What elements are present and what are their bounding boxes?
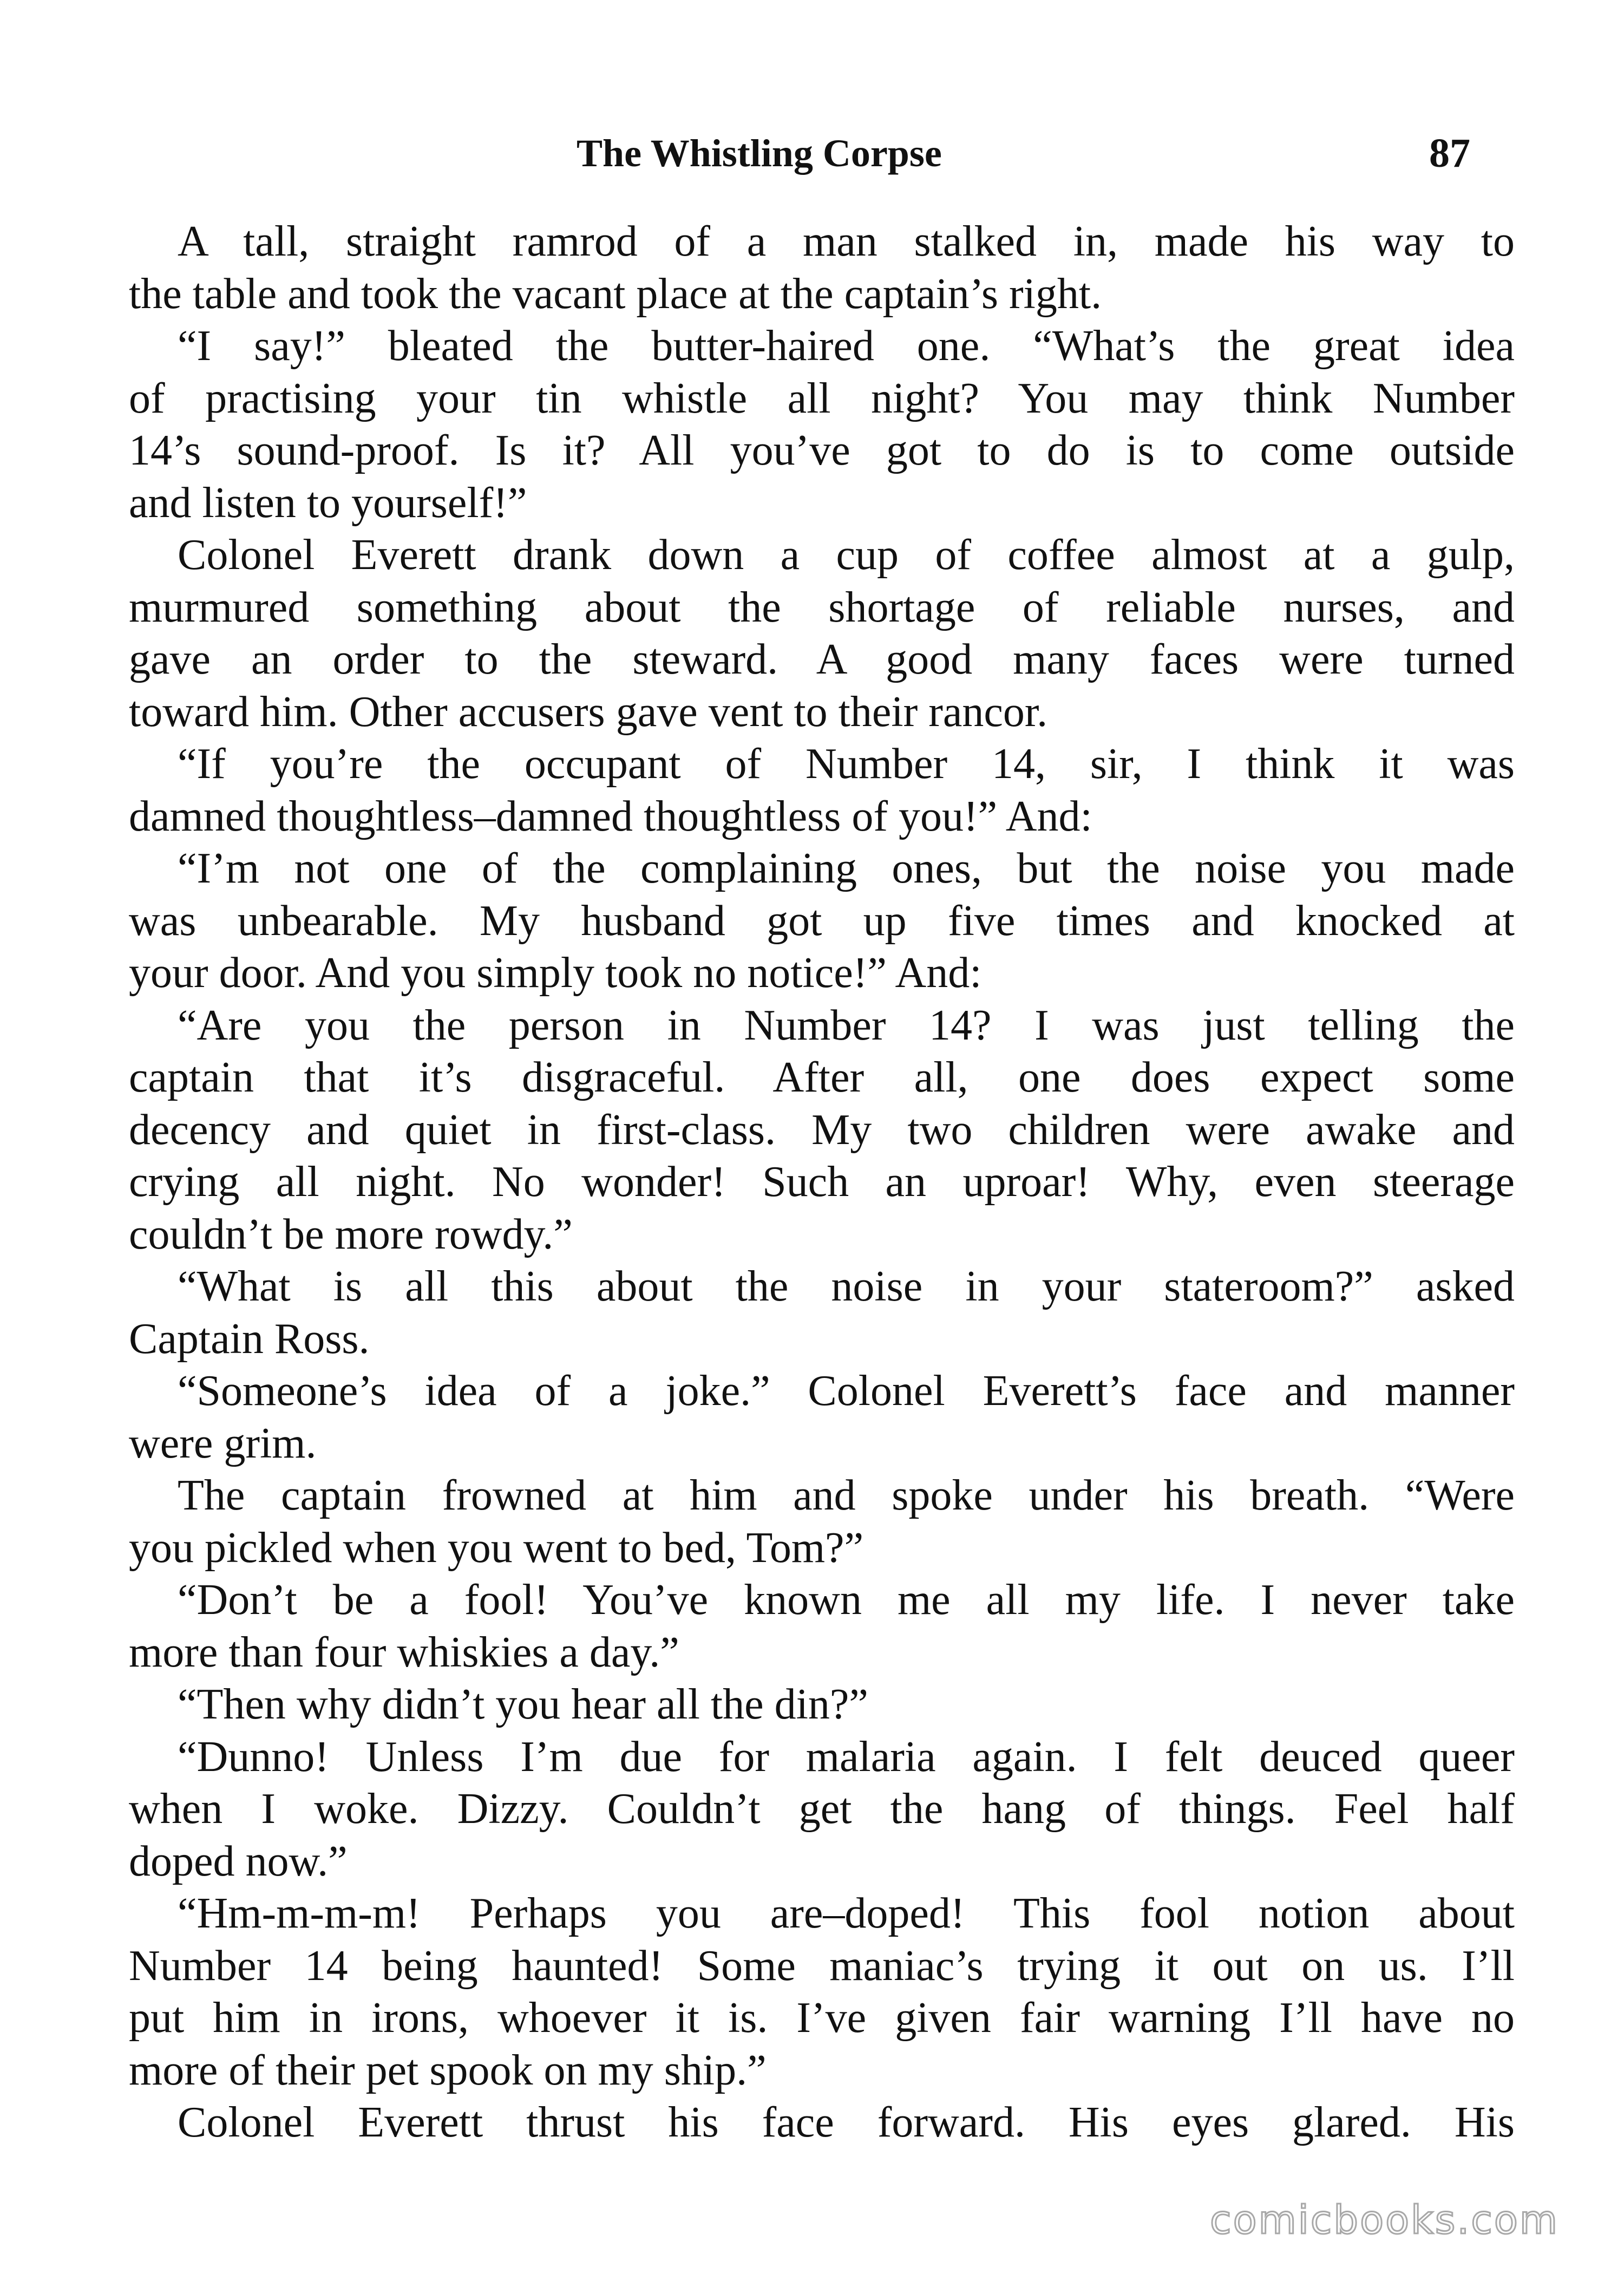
text-line: put him in irons, whoever it is. I’ve given fair warning I’ll have no	[129, 1994, 1515, 2042]
text-line: your door. And you simply took no notice!” And:	[129, 949, 982, 997]
text-line: when I woke. Dizzy. Couldn’t get the hang of things. Feel half	[129, 1785, 1515, 1833]
text-line: decency and quiet in first-class. My two children were awake and	[129, 1106, 1515, 1154]
page-number: 87	[1429, 130, 1470, 176]
text-line: more of their pet spook on my ship.”	[129, 2046, 767, 2094]
text-line: gave an order to the steward. A good many faces were turned	[129, 636, 1515, 683]
text-line: Number 14 being haunted! Some maniac’s trying it out on us. I’ll	[129, 1942, 1515, 1990]
text-line: captain that it’s disgraceful. After all, one does expect some	[129, 1054, 1515, 1101]
text-body	[129, 215, 1515, 2149]
text-line: A tall, straight ramrod of a man stalked in, made his way to	[178, 218, 1515, 265]
text-line: murmured something about the shortage of reliable nurses, and	[129, 583, 1515, 631]
text-line: you pickled when you went to bed, Tom?”	[129, 1524, 864, 1572]
text-line: couldn’t be more rowdy.”	[129, 1210, 573, 1258]
text-line: doped now.”	[129, 1837, 348, 1885]
text-line: The captain frowned at him and spoke under his breath. “Were	[178, 1472, 1515, 1519]
text-line: were grim.	[129, 1419, 317, 1467]
text-line: Colonel Everett drank down a cup of coffee almost at a gulp,	[178, 531, 1515, 579]
text-line: Captain Ross.	[129, 1315, 370, 1363]
text-line: “Hm-m-m-m! Perhaps you are–doped! This fool notion about	[178, 1890, 1515, 1937]
text-line: “Don’t be a fool! You’ve known me all my life. I never take	[178, 1576, 1515, 1624]
text-line: “Then why didn’t you hear all the din?”	[178, 1681, 868, 1728]
text-line: of practising your tin whistle all night? You may think Number	[129, 374, 1515, 422]
watermark: comicbooks.com	[1210, 2197, 1560, 2243]
text-line: more than four whiskies a day.”	[129, 1628, 679, 1676]
text-line: damned thoughtless–damned thoughtless of you!” And:	[129, 792, 1092, 840]
text-line: crying all night. No wonder! Such an uproar! Why, even steerage	[129, 1158, 1515, 1206]
text-line: “Dunno! Unless I’m due for malaria again. I felt deuced queer	[178, 1733, 1515, 1781]
text-line: “If you’re the occupant of Number 14, sir, I think it was	[178, 740, 1515, 788]
text-line: Colonel Everett thrust his face forward. His eyes glared. His	[178, 2099, 1515, 2146]
text-line: “I say!” bleated the butter-haired one. “What’s the great idea	[178, 322, 1515, 370]
text-line: the table and took the vacant place at the captain’s right.	[129, 270, 1102, 318]
text-line: “What is all this about the noise in your stateroom?” asked	[178, 1263, 1515, 1310]
running-head-title: The Whistling Corpse	[577, 132, 942, 175]
text-line: 14’s sound-proof. Is it? All you’ve got to do is to come outside	[129, 427, 1515, 474]
text-line: was unbearable. My husband got up five times and knocked at	[129, 897, 1515, 945]
text-line: “I’m not one of the complaining ones, but the noise you made	[178, 845, 1515, 892]
text-line: “Someone’s idea of a joke.” Colonel Everett’s face and manner	[178, 1367, 1515, 1415]
text-line: toward him. Other accusers gave vent to their rancor.	[129, 688, 1048, 736]
text-line: and listen to yourself!”	[129, 479, 527, 527]
running-head	[0, 123, 1624, 188]
text-line: “Are you the person in Number 14? I was just telling the	[178, 1001, 1515, 1049]
